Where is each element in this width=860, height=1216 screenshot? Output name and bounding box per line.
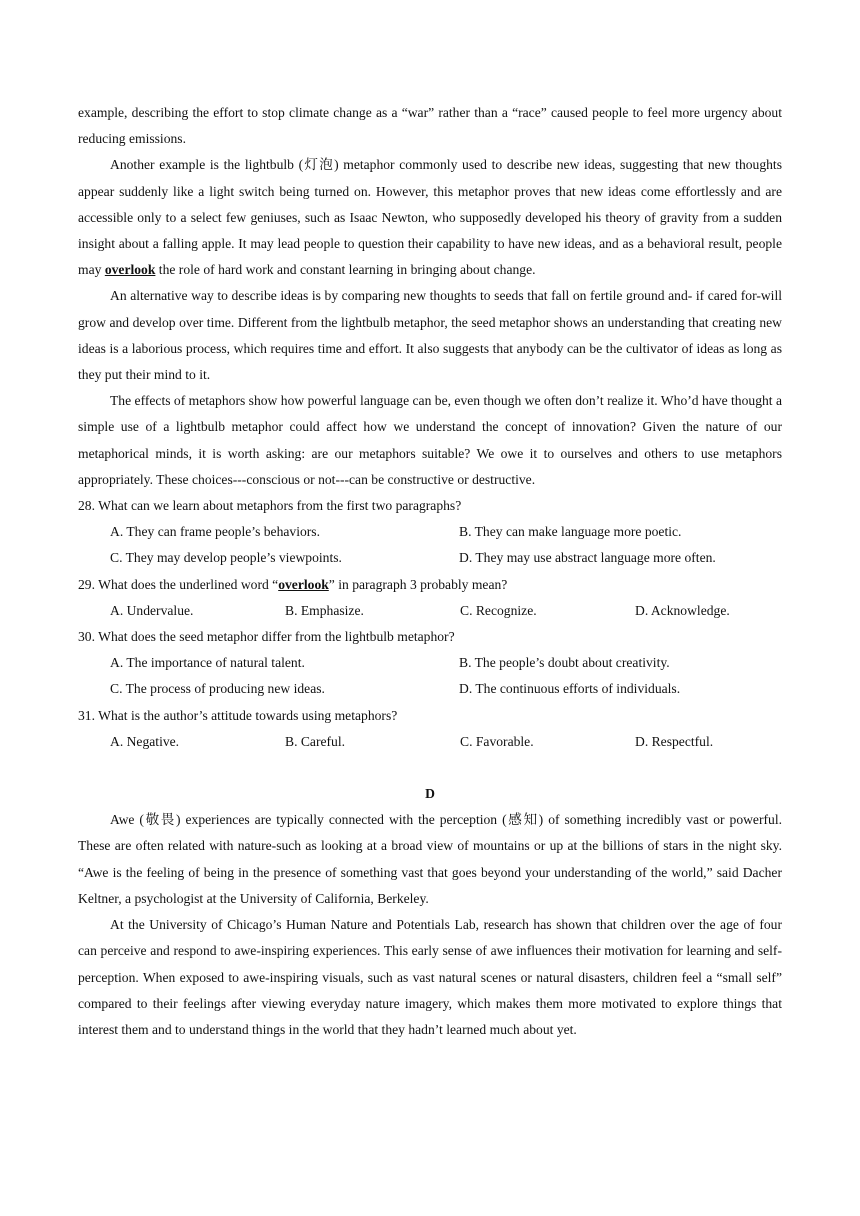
paragraph-2-text-after: the role of hard work and constant learning in bringing about change. xyxy=(155,262,536,278)
question-31-options xyxy=(110,729,782,755)
question-30-option-a: A. The importance of natural talent. xyxy=(110,655,305,671)
question-29-option-c: C. Recognize. xyxy=(460,602,537,618)
question-31-stem: 31. What is the author’s attitude towards using metaphors? xyxy=(78,707,398,723)
question-29-option-b: B. Emphasize. xyxy=(285,602,364,618)
underlined-word-overlook: overlook xyxy=(104,262,156,278)
question-28-options xyxy=(110,519,782,571)
question-28-option-d: D. They may use abstract language more often. xyxy=(459,550,716,566)
question-28 xyxy=(78,493,782,572)
passage-d-paragraph-2: At the University of Chicago’s Human Nature and Potentials Lab, research has shown that children over the age of four can perceive and respond to awe-inspiring experiences. This early sense of awe influences their motivation for learning and self-perception. When exposed to awe-inspiring visuals, such as vast natural scenes or natural disasters, children feel a “small self” compared to their feelings after viewing everyday nature imagery, which makes them more motivated to explore things that interest them and to understand things in the world that they hadn’t learned much about yet. xyxy=(78,917,782,1037)
paragraph-2-text-before: Another example is the lightbulb (灯泡) metaphor commonly used to describe new ideas, suggesting that new thoughts appear suddenly like a light switch being turned on. However, this metaphor proves that new ideas come effortlessly and are accessible only to a select few geniuses, such as Isaac Newton, who supposedly developed his theory of gravity from a sudden insight about a falling apple. It may lead people to question their capability to have new ideas, and as a behavioral result, people may xyxy=(78,157,782,278)
question-29-stem xyxy=(78,572,782,598)
document-page xyxy=(78,100,782,1043)
question-31-option-c: C. Favorable. xyxy=(460,733,534,749)
question-31-option-a: A. Negative. xyxy=(110,733,180,749)
question-31-option-b: B. Careful. xyxy=(285,733,346,749)
question-31 xyxy=(78,703,782,755)
question-29 xyxy=(78,572,782,624)
question-28-option-c: C. They may develop people’s viewpoints. xyxy=(110,550,342,566)
question-30-stem: 30. What does the seed metaphor differ from the lightbulb metaphor? xyxy=(78,629,455,645)
section-d-title: D xyxy=(425,786,435,802)
question-29-option-d: D. Acknowledge. xyxy=(635,602,730,618)
passage-d-paragraph-1: Awe (敬畏) experiences are typically connected with the perception (感知) of something incredibly vast or powerful. These are often related with nature-such as looking at a broad view of mountains or up at the billions of stars in the night sky. “Awe is the feeling of being in the presence of something vast that goes beyond your understanding of the world,” said Dacher Keltner, a psychologist at the University of California, Berkeley. xyxy=(78,812,782,906)
question-30-options xyxy=(110,650,782,702)
question-30 xyxy=(78,624,782,703)
passage-c-paragraph-4: The effects of metaphors show how powerful language can be, even though we often don’t realize it. Who’d have thought a simple use of a lightbulb metaphor could affect how we understand the concept of innovation? Given the nature of our metaphorical minds, it is worth asking: are our metaphors suitable? We owe it to ourselves and others to use metaphors appropriately. These choices---conscious or not---can be constructive or destructive. xyxy=(78,393,782,487)
question-29-underlined-word: overlook xyxy=(278,576,329,592)
question-30-option-c: C. The process of producing new ideas. xyxy=(110,681,325,697)
question-28-option-b: B. They can make language more poetic. xyxy=(459,524,682,540)
question-30-option-d: D. The continuous efforts of individuals. xyxy=(459,681,681,697)
question-28-stem: 28. What can we learn about metaphors from the first two paragraphs? xyxy=(78,498,462,514)
question-29-stem-after: ” in paragraph 3 probably mean? xyxy=(328,576,508,592)
question-30-option-b: B. The people’s doubt about creativity. xyxy=(459,655,670,671)
passage-c-paragraph-1: example, describing the effort to stop climate change as a “war” rather than a “race” caused people to feel more urgency about reducing emissions. xyxy=(78,105,782,147)
passage-c-paragraph-2 xyxy=(78,152,782,283)
question-29-option-a: A. Undervalue. xyxy=(110,602,194,618)
question-29-options xyxy=(110,598,782,624)
question-31-option-d: D. Respectful. xyxy=(635,733,714,749)
question-29-stem-before: 29. What does the underlined word “ xyxy=(78,576,279,592)
passage-c-paragraph-3: An alternative way to describe ideas is by comparing new thoughts to seeds that fall on fertile ground and- if cared for-will grow and develop over time. Different from the lightbulb metaphor, the seed metaphor shows an understanding that creating new ideas is a laborious process, which requires time and effort. It also suggests that anybody can be the cultivator of ideas as long as they put their mind to it. xyxy=(78,288,782,383)
question-28-option-a: A. They can frame people’s behaviors. xyxy=(110,524,320,540)
